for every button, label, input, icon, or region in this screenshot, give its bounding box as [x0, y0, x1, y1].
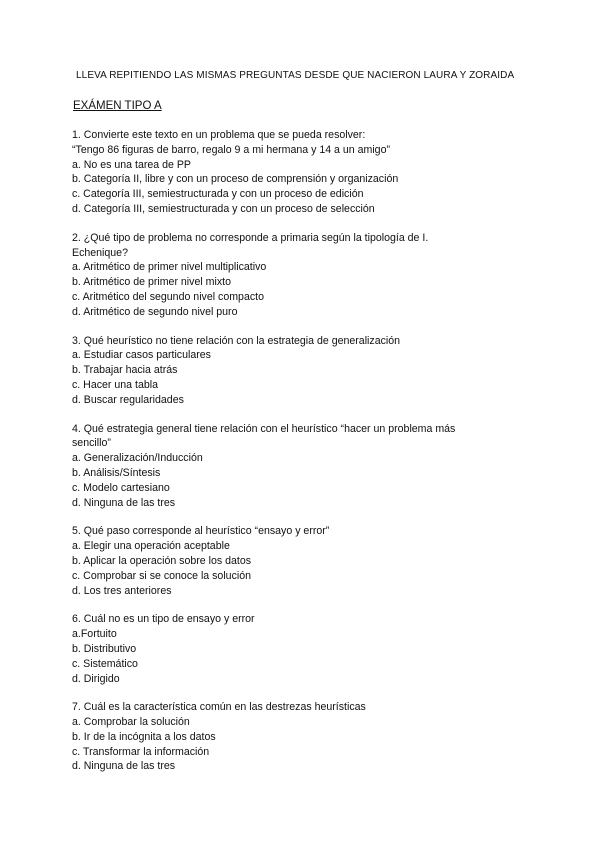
- answer-option: a. Generalización/Inducción: [72, 452, 203, 465]
- page-header: LLEVA REPITIENDO LAS MISMAS PREGUNTAS DESDE QUE NACIERON LAURA Y ZORAIDA: [76, 70, 515, 81]
- question-text: 3. Qué heurístico no tiene relación con la estrategia de generalización: [72, 334, 401, 347]
- question-list: [72, 128, 492, 788]
- exam-title: EXÁMEN TIPO A: [73, 100, 162, 112]
- answer-option: a. Aritmético de primer nivel multiplicativo: [72, 261, 267, 274]
- answer-option: a. Comprobar la solución: [72, 716, 190, 729]
- answer-option: d. Aritmético de segundo nivel puro: [72, 305, 238, 318]
- question-text: 5. Qué paso corresponde al heurístico “ensayo y error”: [72, 525, 330, 538]
- answer-option: b. Categoría II, libre y con un proceso de comprensión y organización: [72, 173, 399, 186]
- answer-option: c. Aritmético del segundo nivel compacto: [72, 290, 264, 303]
- question-1: [72, 128, 492, 217]
- answer-option: d. Ninguna de las tres: [72, 760, 176, 773]
- question-7: [72, 700, 492, 774]
- answer-option: b. Ir de la incógnita a los datos: [72, 730, 216, 743]
- answer-option: c. Sistemático: [72, 657, 138, 670]
- question-text: 4. Qué estrategia general tiene relación con el heurístico “hacer un problema más: [72, 422, 456, 435]
- answer-option: c. Comprobar si se conoce la solución: [72, 569, 252, 582]
- question-text: 6. Cuál no es un tipo de ensayo y error: [72, 613, 255, 626]
- answer-option: b. Trabajar hacia atrás: [72, 364, 178, 377]
- answer-option: d. Buscar regularidades: [72, 393, 184, 406]
- answer-option: d. Categoría III, semiestructurada y con un proceso de selección: [72, 202, 375, 215]
- question-6: [72, 612, 492, 686]
- answer-option: a. No es una tarea de PP: [72, 158, 191, 171]
- answer-option: a. Estudiar casos particulares: [72, 349, 211, 362]
- answer-option: b. Aritmético de primer nivel mixto: [72, 276, 231, 289]
- answer-option: d. Los tres anteriores: [72, 584, 172, 597]
- answer-option: b. Aplicar la operación sobre los datos: [72, 554, 252, 567]
- answer-option: a.Fortuito: [72, 628, 117, 641]
- answer-option: b. Distributivo: [72, 642, 137, 655]
- answer-option: c. Hacer una tabla: [72, 378, 158, 391]
- answer-option: d. Dirigido: [72, 672, 120, 685]
- question-4: [72, 422, 492, 511]
- answer-option: c. Categoría III, semiestructurada y con un proceso de edición: [72, 188, 364, 201]
- answer-option: c. Modelo cartesiano: [72, 481, 170, 494]
- question-text: sencillo”: [72, 437, 111, 450]
- question-5: [72, 524, 492, 598]
- answer-option: c. Transformar la información: [72, 745, 210, 758]
- question-text: 1. Convierte este texto en un problema que se pueda resolver:: [72, 129, 366, 141]
- question-text: 7. Cuál es la característica común en las destrezas heurísticas: [72, 701, 366, 714]
- answer-option: b. Análisis/Síntesis: [72, 466, 161, 479]
- answer-option: d. Ninguna de las tres: [72, 496, 176, 509]
- question-text: “Tengo 86 figuras de barro, regalo 9 a mi hermana y 14 a un amigo”: [72, 143, 390, 156]
- question-text: Echenique?: [72, 246, 128, 259]
- answer-option: a. Elegir una operación aceptable: [72, 540, 230, 553]
- question-2: [72, 231, 492, 320]
- question-3: [72, 334, 492, 408]
- question-text: 2. ¿Qué tipo de problema no corresponde a primaria según la tipología de I.: [72, 231, 429, 244]
